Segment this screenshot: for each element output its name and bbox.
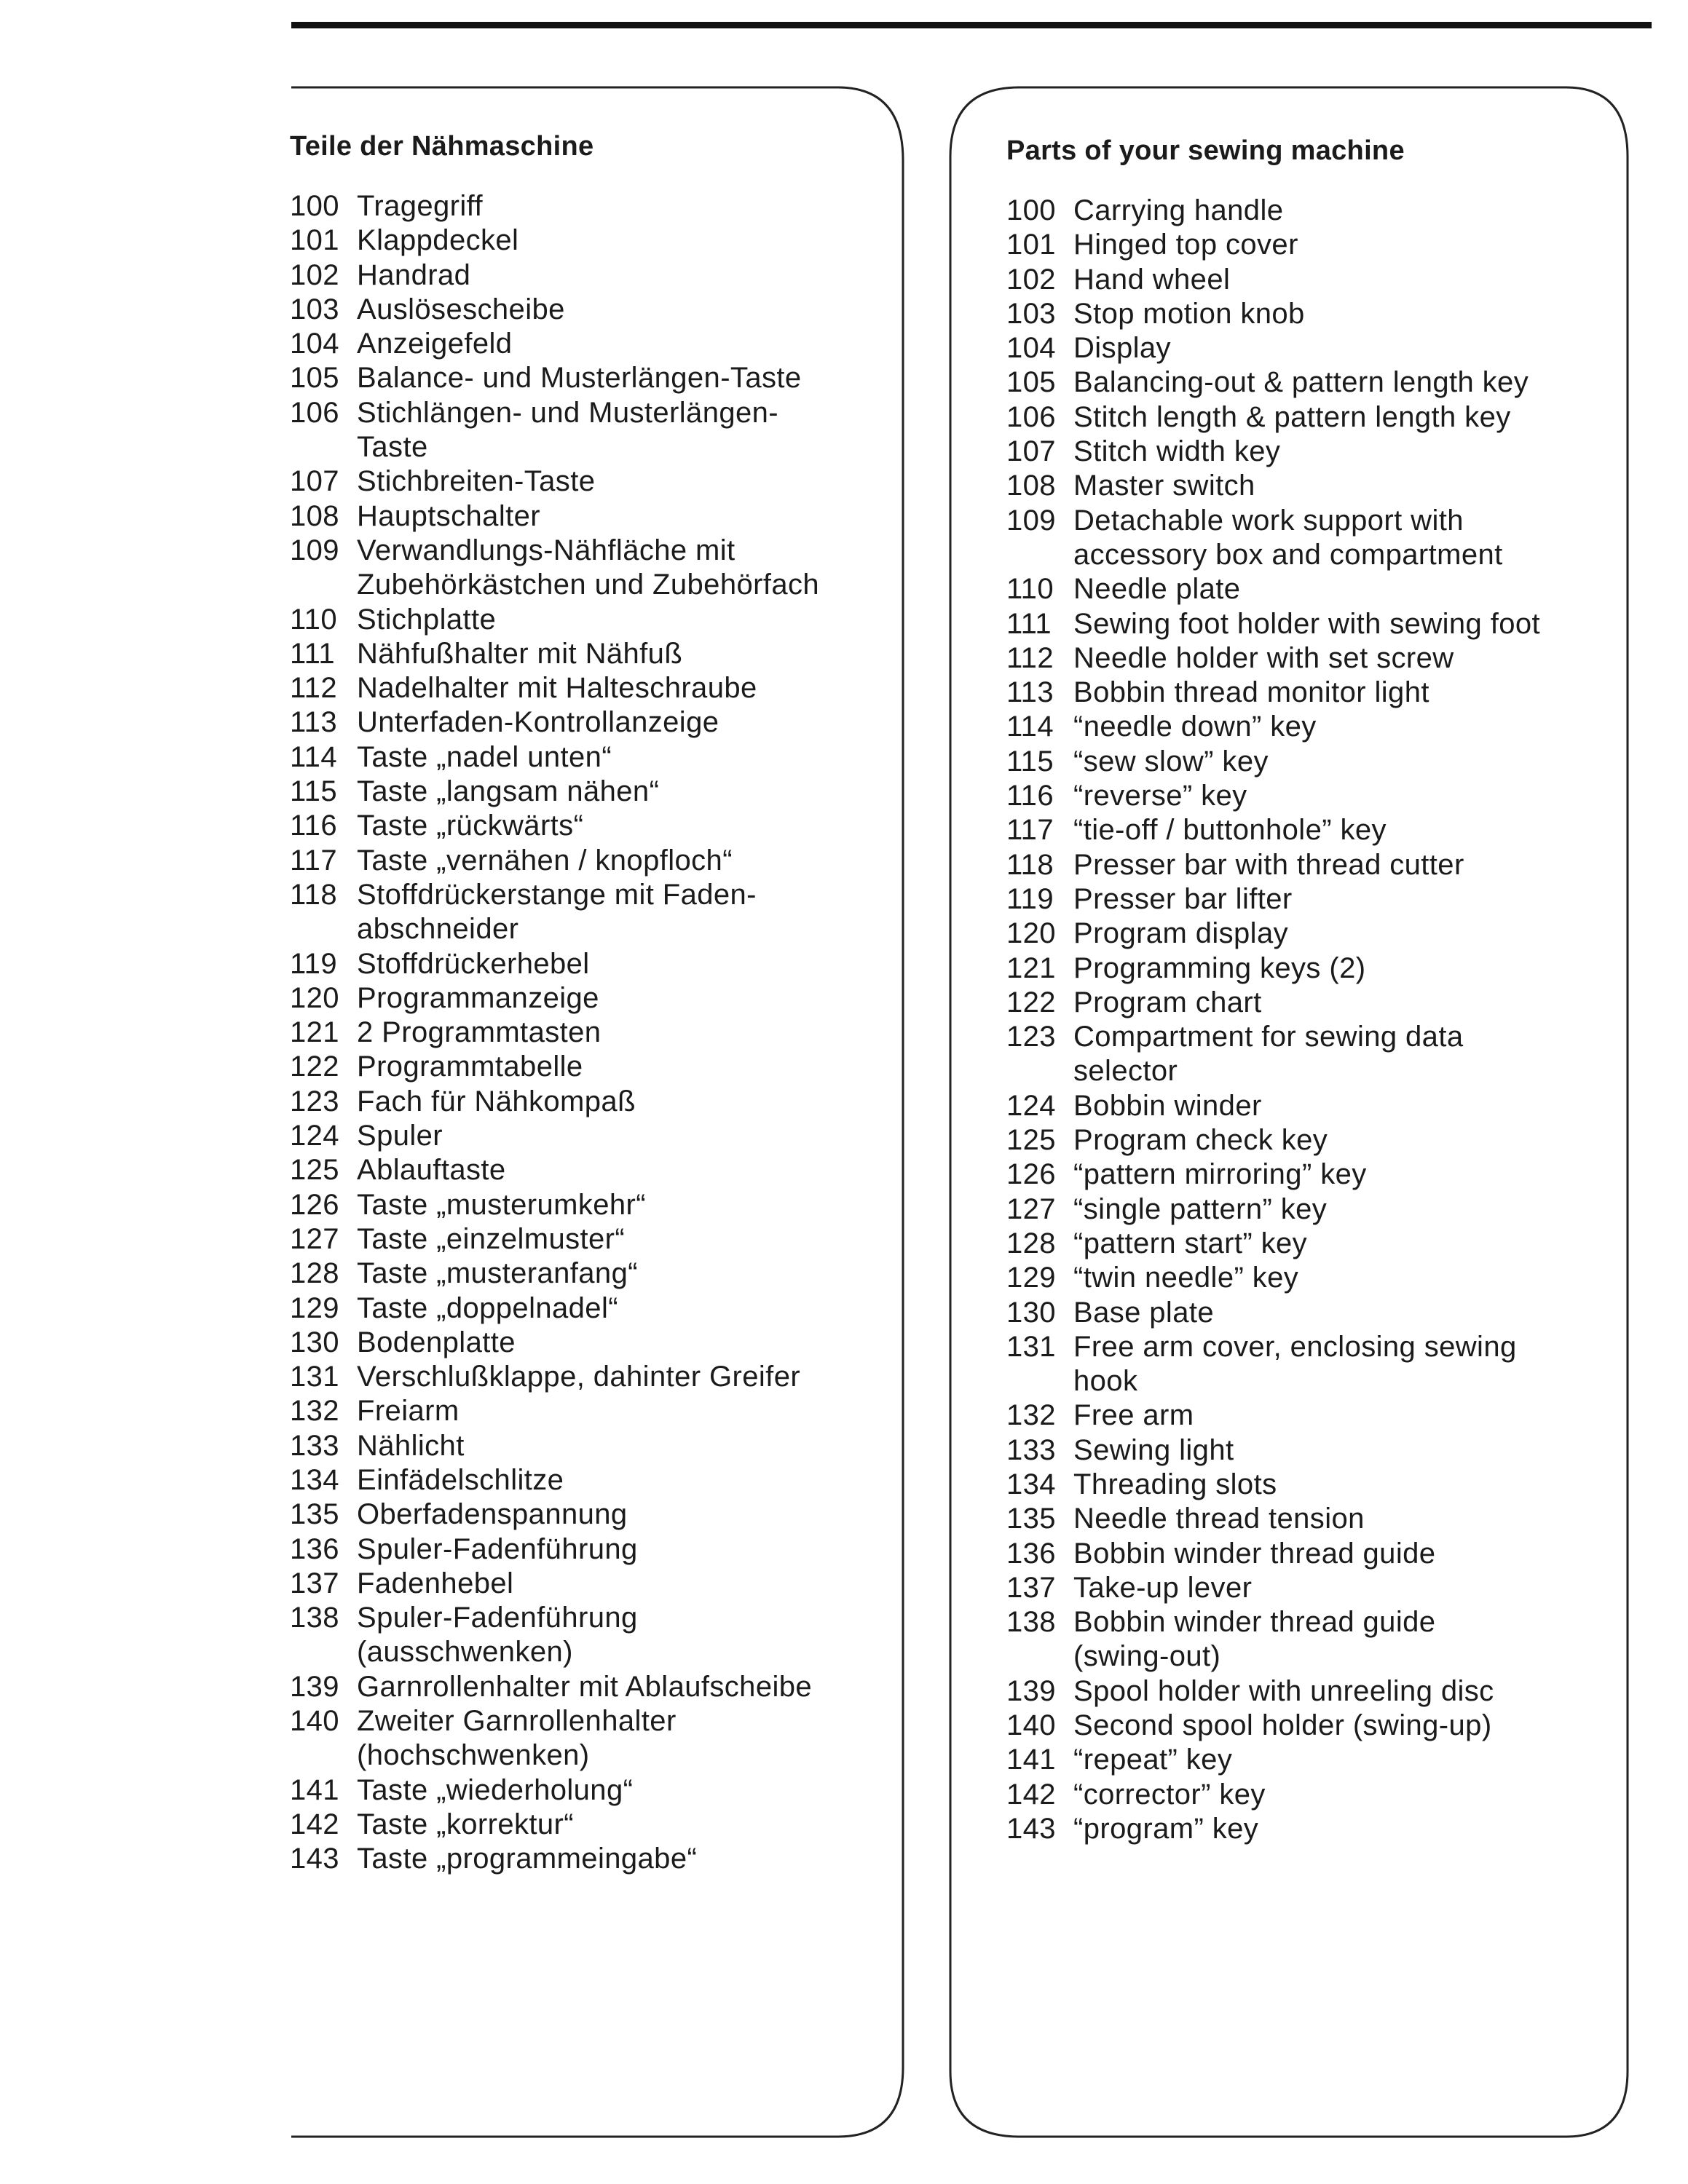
part-label: Master switch (1073, 470, 1255, 502)
part-label: Stoffdrückerhebel (357, 947, 590, 980)
part-number: 105 (1006, 366, 1056, 399)
part-label: Balancing-out & pattern length key (1073, 366, 1529, 399)
part-label: “single pattern” key (1073, 1192, 1328, 1225)
part-number: 134 (1006, 1468, 1056, 1500)
part-item (290, 1360, 894, 1394)
part-number: 102 (1006, 263, 1056, 296)
part-item (290, 293, 894, 327)
part-item (1006, 194, 1625, 228)
part-number: 116 (1006, 780, 1054, 812)
part-item (1006, 469, 1625, 503)
german-parts-panel (290, 130, 894, 1877)
part-number: 111 (1006, 607, 1052, 640)
part-item (290, 1601, 894, 1670)
part-label: Spuler (357, 1120, 443, 1152)
part-number: 116 (290, 810, 337, 842)
part-label: Stop motion knob (1073, 297, 1305, 330)
part-item (1006, 1089, 1625, 1123)
part-number: 107 (290, 465, 339, 498)
part-item (1006, 297, 1625, 331)
part-number: 141 (290, 1773, 339, 1806)
part-number: 141 (1006, 1744, 1056, 1776)
part-number: 115 (1006, 745, 1054, 778)
part-number: 130 (1006, 1296, 1056, 1329)
part-label: Nadelhalter mit Halteschraube (357, 672, 757, 705)
part-item (1006, 1571, 1625, 1605)
part-label: 2 Programmtasten (357, 1016, 602, 1049)
part-label: Presser bar with thread cutter (1073, 848, 1464, 881)
part-number: 126 (1006, 1158, 1056, 1191)
part-label: Free arm (1073, 1399, 1194, 1432)
part-number: 107 (1006, 435, 1056, 468)
part-number: 118 (290, 878, 337, 911)
part-item (290, 1188, 894, 1222)
part-item (1006, 1398, 1625, 1433)
part-item (1006, 951, 1625, 986)
part-item (1006, 263, 1625, 297)
part-item (1006, 1192, 1625, 1227)
part-label: Ablauftaste (357, 1154, 506, 1187)
part-label: “pattern start” key (1073, 1227, 1308, 1259)
part-number: 128 (1006, 1227, 1056, 1259)
part-item (1006, 1020, 1625, 1089)
part-label: “sew slow” key (1073, 745, 1269, 778)
part-item (290, 396, 894, 465)
part-number: 104 (1006, 332, 1056, 365)
german-parts-list (290, 189, 894, 1877)
part-number: 119 (290, 947, 337, 980)
part-item (1006, 572, 1625, 606)
part-label: Stitch length & pattern length key (1073, 400, 1511, 433)
part-item (290, 775, 894, 809)
part-label: Taste „rückwärts“ (357, 810, 584, 842)
part-label: Taste „einzelmuster“ (357, 1222, 626, 1255)
part-label: Taste „programmeingabe“ (357, 1843, 698, 1875)
part-label: Bobbin winder thread guide (1073, 1537, 1436, 1570)
part-label: Taste „wiederholung“ (357, 1773, 634, 1806)
part-item (290, 1670, 894, 1704)
part-label: Take-up lever (1073, 1571, 1253, 1604)
part-label: Compartment for sewing data selector (1073, 1021, 1464, 1088)
part-label: Program chart (1073, 986, 1262, 1018)
part-number: 117 (290, 844, 337, 877)
part-number: 131 (1006, 1330, 1056, 1363)
part-label: Taste „langsam nähen“ (357, 775, 660, 808)
part-label: Programmanzeige (357, 981, 599, 1014)
part-number: 136 (290, 1532, 339, 1565)
part-number: 139 (290, 1670, 339, 1703)
part-number: 126 (290, 1188, 339, 1221)
part-number: 108 (1006, 470, 1056, 502)
part-label: Spuler-Fadenführung (357, 1532, 638, 1565)
part-label: Threading slots (1073, 1468, 1277, 1500)
part-label: Taste „musteranfang“ (357, 1257, 638, 1290)
part-number: 117 (1006, 814, 1054, 847)
part-item (1006, 1709, 1625, 1743)
part-item (1006, 1468, 1625, 1502)
part-label: Detachable work support with accessory box and compartment (1073, 504, 1503, 571)
part-number: 111 (290, 637, 336, 670)
part-item (1006, 1605, 1625, 1674)
part-label: Oberfadenspannung (357, 1498, 628, 1531)
part-item (290, 1050, 894, 1084)
part-item (1006, 331, 1625, 365)
part-number: 125 (1006, 1124, 1056, 1157)
part-label: Fach für Nähkompaß (357, 1085, 636, 1117)
part-label: Bobbin thread monitor light (1073, 676, 1429, 709)
part-item (290, 499, 894, 534)
part-label: Unterfaden-Kontrollanzeige (357, 706, 719, 739)
part-label: Spool holder with unreeling disc (1073, 1674, 1494, 1707)
part-label: Auslösescheibe (357, 293, 565, 325)
part-number: 110 (1006, 573, 1054, 606)
part-label: Stichlängen- und Musterlängen- Taste (357, 396, 779, 464)
part-number: 142 (1006, 1778, 1056, 1811)
part-number: 114 (1006, 711, 1054, 743)
part-item (290, 671, 894, 705)
part-number: 143 (290, 1843, 339, 1875)
part-label: Hauptschalter (357, 499, 540, 532)
part-item (1006, 813, 1625, 847)
part-label: Programming keys (2) (1073, 951, 1366, 984)
part-number: 127 (290, 1222, 339, 1255)
part-number: 103 (1006, 297, 1056, 330)
part-item (1006, 1674, 1625, 1709)
part-label: Stitch width key (1073, 435, 1281, 468)
part-number: 115 (290, 775, 337, 808)
english-panel-title: Parts of your sewing machine (1006, 135, 1405, 166)
part-label: Bodenplatte (357, 1326, 516, 1358)
part-number: 114 (290, 740, 337, 773)
part-label: Bobbin winder thread guide (swing-out) (1073, 1606, 1436, 1673)
part-item (290, 361, 894, 395)
part-item (1006, 1261, 1625, 1295)
part-label: Second spool holder (swing-up) (1073, 1709, 1492, 1742)
part-item (1006, 400, 1625, 435)
part-item (290, 603, 894, 637)
part-number: 101 (290, 224, 339, 257)
part-number: 133 (290, 1429, 339, 1462)
part-label: Taste „korrektur“ (357, 1808, 574, 1840)
part-item (290, 1326, 894, 1360)
part-number: 122 (290, 1051, 339, 1083)
part-number: 112 (1006, 641, 1054, 674)
part-item (1006, 228, 1625, 262)
part-number: 133 (1006, 1433, 1056, 1466)
part-label: Handrad (357, 258, 471, 291)
part-number: 109 (290, 534, 339, 566)
part-item (1006, 641, 1625, 676)
part-label: Needle thread tension (1073, 1503, 1365, 1535)
english-parts-panel (1006, 134, 1625, 1846)
part-label: Verwandlungs-Nähfläche mit Zubehörkästchen und Zubehörfach (357, 534, 820, 601)
part-item (290, 327, 894, 361)
part-item (1006, 676, 1625, 710)
part-item (290, 1463, 894, 1497)
part-item (1006, 1537, 1625, 1571)
part-number: 102 (290, 258, 339, 291)
part-item (290, 1222, 894, 1257)
part-number: 119 (1006, 882, 1054, 915)
part-label: Taste „doppelnadel“ (357, 1291, 618, 1324)
part-label: Taste „vernähen / knopfloch“ (357, 844, 733, 877)
part-item (1006, 1502, 1625, 1536)
part-item (1006, 1296, 1625, 1330)
part-number: 113 (290, 706, 337, 739)
part-item (290, 637, 894, 671)
part-number: 123 (1006, 1021, 1056, 1053)
part-number: 100 (1006, 194, 1056, 226)
part-number: 109 (1006, 504, 1056, 537)
part-number: 138 (290, 1602, 339, 1634)
part-item (290, 1567, 894, 1601)
part-number: 124 (1006, 1089, 1056, 1122)
part-number: 140 (290, 1705, 339, 1738)
part-label: Balance- und Musterlängen-Taste (357, 362, 802, 395)
part-item (1006, 365, 1625, 400)
part-number: 129 (1006, 1262, 1056, 1294)
part-label: Klappdeckel (357, 224, 519, 257)
part-item (1006, 435, 1625, 469)
part-number: 131 (290, 1361, 339, 1393)
part-label: Spuler-Fadenführung (ausschwenken) (357, 1602, 638, 1669)
part-number: 113 (1006, 676, 1054, 709)
part-label: “tie-off / buttonhole” key (1073, 814, 1387, 847)
part-label: Taste „nadel unten“ (357, 740, 612, 773)
part-item (290, 1704, 894, 1773)
part-label: “program” key (1073, 1812, 1259, 1845)
part-number: 100 (290, 190, 339, 222)
part-item (290, 705, 894, 740)
part-label: Nählicht (357, 1429, 465, 1462)
part-number: 121 (1006, 951, 1056, 984)
part-label: Programmtabelle (357, 1051, 583, 1083)
part-label: Nähfußhalter mit Nähfuß (357, 637, 683, 670)
part-item (1006, 745, 1625, 779)
part-item (290, 464, 894, 499)
part-item (290, 1773, 894, 1808)
part-number: 106 (290, 396, 339, 429)
part-item (1006, 710, 1625, 744)
part-item (290, 258, 894, 293)
part-number: 136 (1006, 1537, 1056, 1570)
part-item (290, 981, 894, 1016)
part-number: 130 (290, 1326, 339, 1358)
part-item (1006, 1158, 1625, 1192)
part-label: Program check key (1073, 1124, 1328, 1157)
part-item (1006, 779, 1625, 813)
english-parts-list (1006, 194, 1625, 1846)
part-item (290, 809, 894, 843)
part-label: Sewing foot holder with sewing foot (1073, 607, 1541, 640)
part-item (290, 534, 894, 603)
part-label: Display (1073, 332, 1171, 365)
part-label: Needle holder with set screw (1073, 641, 1454, 674)
part-number: 108 (290, 499, 339, 532)
part-label: Needle plate (1073, 573, 1241, 606)
part-item (290, 223, 894, 258)
part-number: 123 (290, 1085, 339, 1117)
part-label: Zweiter Garnrollenhalter (hochschwenken) (357, 1705, 677, 1772)
part-item (1006, 607, 1625, 641)
part-number: 125 (290, 1154, 339, 1187)
part-label: Base plate (1073, 1296, 1215, 1329)
part-number: 139 (1006, 1674, 1056, 1707)
part-item (290, 1085, 894, 1119)
part-number: 132 (290, 1395, 339, 1428)
part-item (290, 1532, 894, 1567)
part-number: 142 (290, 1808, 339, 1840)
part-number: 124 (290, 1120, 339, 1152)
part-number: 134 (290, 1463, 339, 1496)
part-label: Taste „musterumkehr“ (357, 1188, 646, 1221)
part-label: Carrying handle (1073, 194, 1284, 226)
part-label: Presser bar lifter (1073, 882, 1293, 915)
part-number: 110 (290, 603, 337, 636)
part-item (290, 1808, 894, 1842)
part-item (290, 1153, 894, 1187)
part-label: Free arm cover, enclosing sewing hook (1073, 1330, 1517, 1398)
part-label: Stichplatte (357, 603, 497, 636)
part-item (1006, 917, 1625, 951)
part-item (1006, 504, 1625, 573)
part-number: 129 (290, 1291, 339, 1324)
part-item (1006, 882, 1625, 917)
part-number: 104 (290, 328, 339, 360)
part-item (1006, 1123, 1625, 1158)
part-item (290, 1842, 894, 1876)
part-number: 121 (290, 1016, 339, 1049)
part-item (290, 740, 894, 775)
part-number: 137 (290, 1567, 339, 1599)
part-item (1006, 1433, 1625, 1468)
part-item (1006, 1227, 1625, 1261)
part-item (290, 1119, 894, 1153)
part-item (290, 1394, 894, 1428)
part-label: Freiarm (357, 1395, 460, 1428)
part-item (1006, 1330, 1625, 1399)
part-label: Sewing light (1073, 1433, 1234, 1466)
part-label: “twin needle” key (1073, 1262, 1299, 1294)
part-label: Einfädelschlitze (357, 1463, 564, 1496)
part-item (290, 1429, 894, 1463)
part-label: Verschlußklappe, dahinter Greifer (357, 1361, 801, 1393)
part-number: 128 (290, 1257, 339, 1290)
part-item (290, 1016, 894, 1050)
part-label: Hand wheel (1073, 263, 1231, 296)
part-item (1006, 1812, 1625, 1846)
german-panel-title: Teile der Nähmaschine (290, 131, 594, 162)
part-number: 120 (290, 981, 339, 1014)
part-label: “pattern mirroring” key (1073, 1158, 1367, 1191)
part-label: Tragegriff (357, 190, 483, 222)
part-label: Stoffdrückerstange mit Faden- abschneider (357, 878, 757, 946)
part-number: 120 (1006, 917, 1056, 950)
part-number: 112 (290, 672, 337, 705)
part-label: Garnrollenhalter mit Ablaufscheibe (357, 1670, 813, 1703)
part-number: 101 (1006, 229, 1056, 261)
part-item (290, 844, 894, 878)
part-item (1006, 1778, 1625, 1812)
part-label: Anzeigefeld (357, 328, 513, 360)
part-item (290, 189, 894, 223)
part-label: Bobbin winder (1073, 1089, 1262, 1122)
part-label: “corrector” key (1073, 1778, 1266, 1811)
part-number: 118 (1006, 848, 1054, 881)
part-number: 132 (1006, 1399, 1056, 1432)
part-item (1006, 986, 1625, 1020)
part-item (290, 1291, 894, 1326)
part-number: 105 (290, 362, 339, 395)
part-number: 127 (1006, 1192, 1056, 1225)
part-label: Hinged top cover (1073, 229, 1298, 261)
part-item (290, 1497, 894, 1532)
part-item (1006, 848, 1625, 882)
part-number: 137 (1006, 1571, 1056, 1604)
part-number: 135 (1006, 1503, 1056, 1535)
part-number: 106 (1006, 400, 1056, 433)
part-label: Stichbreiten-Taste (357, 465, 596, 498)
part-item (290, 878, 894, 947)
part-number: 122 (1006, 986, 1056, 1018)
part-item (290, 947, 894, 981)
part-number: 143 (1006, 1812, 1056, 1845)
part-number: 138 (1006, 1606, 1056, 1639)
part-number: 140 (1006, 1709, 1056, 1742)
part-label: “needle down” key (1073, 711, 1317, 743)
part-number: 103 (290, 293, 339, 325)
part-label: “repeat” key (1073, 1744, 1233, 1776)
part-item (290, 1257, 894, 1291)
part-label: “reverse” key (1073, 780, 1247, 812)
part-item (1006, 1743, 1625, 1777)
part-label: Fadenhebel (357, 1567, 514, 1599)
part-label: Program display (1073, 917, 1289, 950)
part-number: 135 (290, 1498, 339, 1531)
